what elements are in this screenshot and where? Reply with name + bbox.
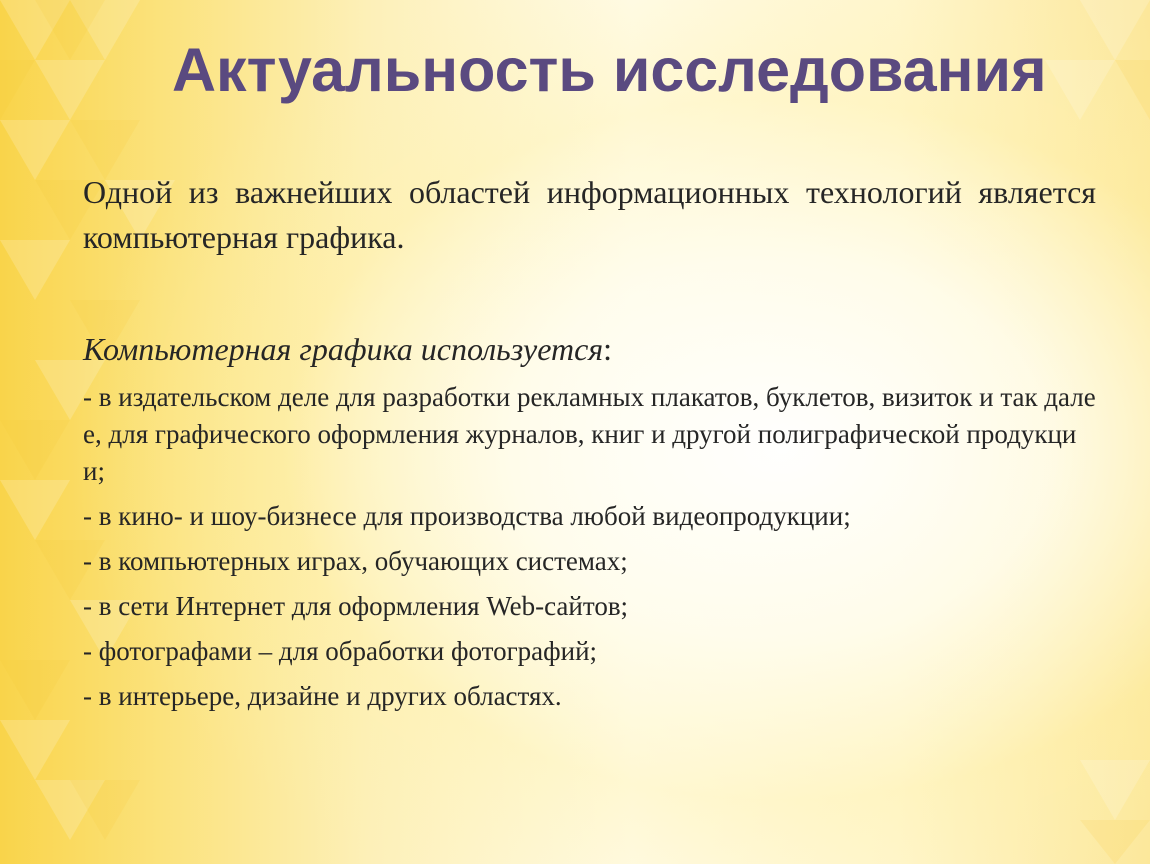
slide-title: Актуальность исследования <box>172 36 1047 104</box>
list-item: - в издательском деле для разработки рекламных плакатов, буклетов, визиток и так далее, для графического оформления журналов, книг и другой полиграфической продукции; <box>83 382 1096 486</box>
list-item: - в интерьере, дизайне и других областях. <box>83 681 562 711</box>
uses-heading <box>83 327 1096 371</box>
list-item: - фотографами – для обработки фотографий; <box>83 636 598 666</box>
uses-list <box>83 379 1096 723</box>
list-item: - в компьютерных играх, обучающих системах; <box>83 546 628 576</box>
uses-heading-colon: : <box>603 331 613 367</box>
uses-heading-text: Компьютерная графика используется <box>83 331 604 367</box>
list-item: - в кино- и шоу-бизнесе для производства любой видеопродукции; <box>83 501 851 531</box>
intro-paragraph: Одной из важнейших областей информационных технологий является компьютерная графика. <box>83 174 1096 255</box>
list-item: - в сети Интернет для оформления Web-сайтов; <box>83 591 629 621</box>
